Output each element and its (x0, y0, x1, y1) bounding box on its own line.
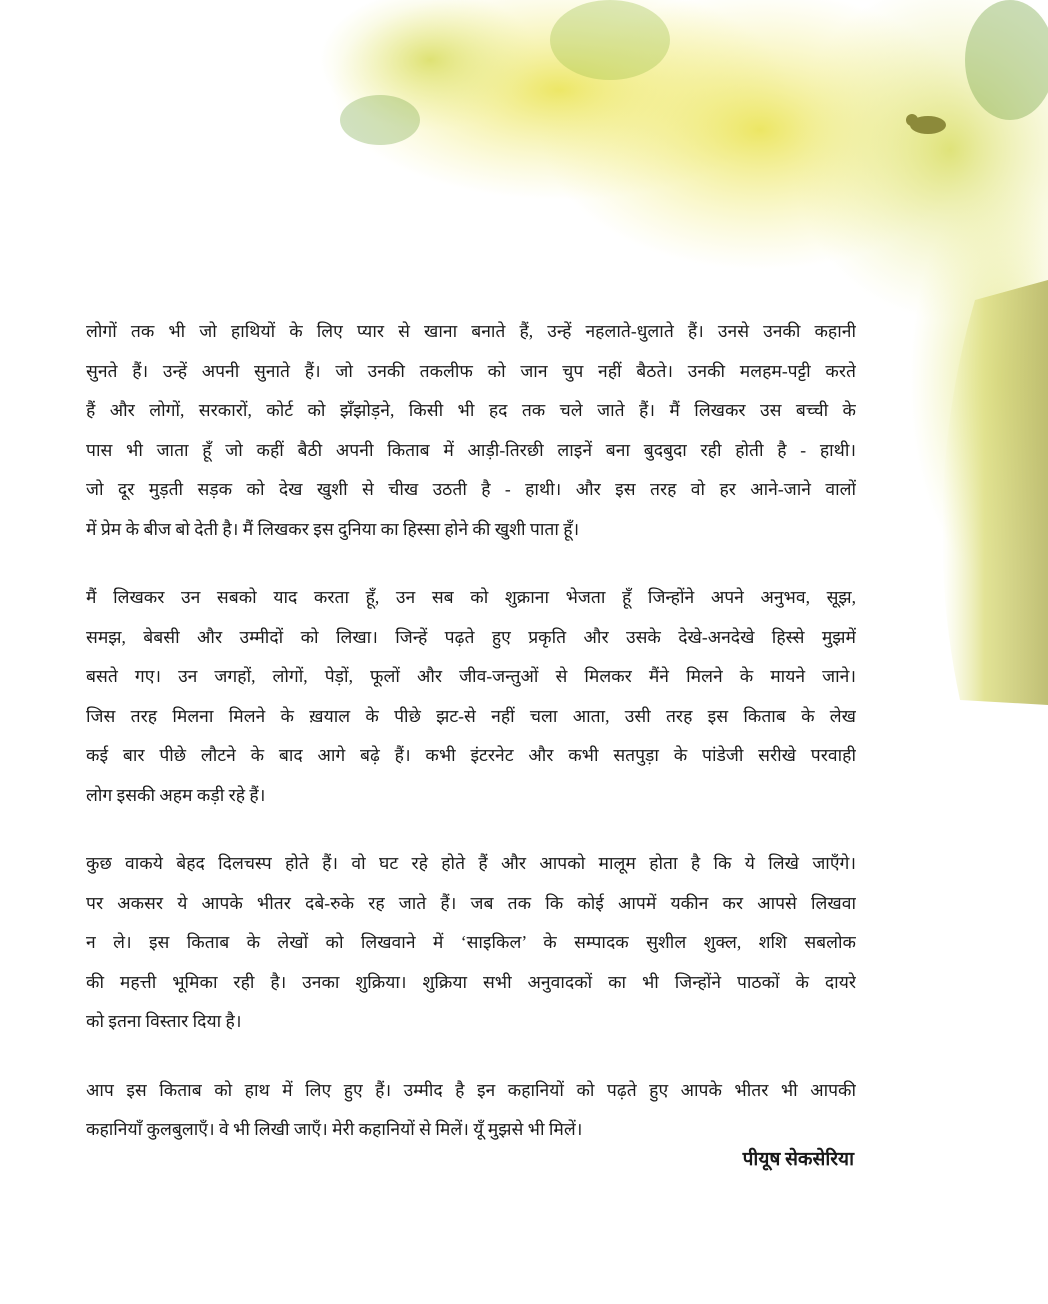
text-line: बसते गए। उन जगहों, लोगों, पेड़ों, फूलों और जीव-जन्तुओं से मिलकर मैंने मिलने के मायने जाने। (86, 666, 856, 686)
text-line: को इतना विस्तार दिया है। (86, 1011, 242, 1031)
text-line: जो दूर मुड़ती सड़क को देख खुशी से चीख उठती है - हाथी। और इस तरह वो हर आने-जाने वालों (86, 479, 856, 499)
text-line: की महत्ती भूमिका रही है। उनका शुक्रिया। शुक्रिया सभी अनुवादकों का भी जिन्होंने पाठकों के दायरे (86, 971, 856, 992)
author-signature: पीयूष सेकसेरिया (742, 1149, 854, 1170)
paragraph (86, 582, 856, 819)
text-line: कई बार पीछे लौटने के बाद आगे बढ़े हैं। कभी इंटरनेट और कभी सतपुड़ा के पांडेजी सरीखे परवाही (86, 745, 856, 765)
text-line: सुनते हैं। उन्हें अपनी सुनाते हैं। जो उनकी तकलीफ को जान चुप नहीं बैठते। उनकी मलहम-पट्टी करते (86, 360, 856, 381)
text-line: पर अकसर ये आपके भीतर दबे-रुके रह जाते हैं। जब तक कि कोई आपमें यकीन कर आपसे लिखवा (86, 892, 856, 913)
text-line: कहानियाँ कुलबुलाएँ। वे भी लिखी जाएँ। मेरी कहानियों से मिलें। यूँ मुझसे भी मिलें। (86, 1119, 583, 1139)
paragraph (86, 316, 856, 553)
paragraph (86, 848, 856, 1046)
paragraph (86, 1075, 856, 1154)
text-line: जिस तरह मिलना मिलने के ख़याल के पीछे झट-से नहीं चला आता, उसी तरह इस किताब के लेख (86, 705, 856, 726)
text-line: पास भी जाता हूँ जो कहीं बैठी अपनी किताब में आड़ी-तिरछी लाइनें बना बुदबुदा रही होती है - हाथी। (86, 439, 856, 460)
text-line: हैं और लोगों, सरकारों, कोर्ट को झँझोड़ने, किसी भी हद तक चले जाते हैं। मैं लिखकर उस बच्ची के (86, 400, 856, 420)
text-line: कुछ वाकये बेहद दिलचस्प होते हैं। वो घट रहे होते हैं और आपको मालूम होता है कि ये लिखे जाएँगे। (86, 853, 856, 873)
text-line: लोग इसकी अहम कड़ी रहे हैं। (86, 784, 266, 805)
tree-trunk (942, 280, 1048, 705)
text-line: न ले। इस किताब के लेखों को लिखवाने में ‘साइकिल’ के सम्पादक सुशील शुक्ल, शशि सबलोक (86, 932, 856, 952)
text-line: में प्रेम के बीज बो देती है। मैं लिखकर इस दुनिया का हिस्सा होने की खुशी पाता हूँ। (86, 518, 580, 539)
text-line: मैं लिखकर उन सबको याद करता हूँ, उन सब को शुक्राना भेजता हूँ जिन्होंने अपने अनुभव, सूझ, (86, 587, 856, 607)
text-line: आप इस किताब को हाथ में लिए हुए हैं। उम्मीद है इन कहानियों को पढ़ते हुए आपके भीतर भी आपकी (86, 1079, 856, 1100)
body-text (86, 316, 856, 1183)
bird-icon (906, 114, 946, 134)
text-line: समझ, बेबसी और उम्मीदों को लिखा। जिन्हें पढ़ते हुए प्रकृति और उसके देखे-अनदेखे हिस्से मुझमें (86, 626, 856, 647)
text-line: लोगों तक भी जो हाथियों के लिए प्यार से खाना बनाते हैं, उन्हें नहलाते-धुलाते हैं। उनसे उनकी कहानी (86, 321, 856, 341)
